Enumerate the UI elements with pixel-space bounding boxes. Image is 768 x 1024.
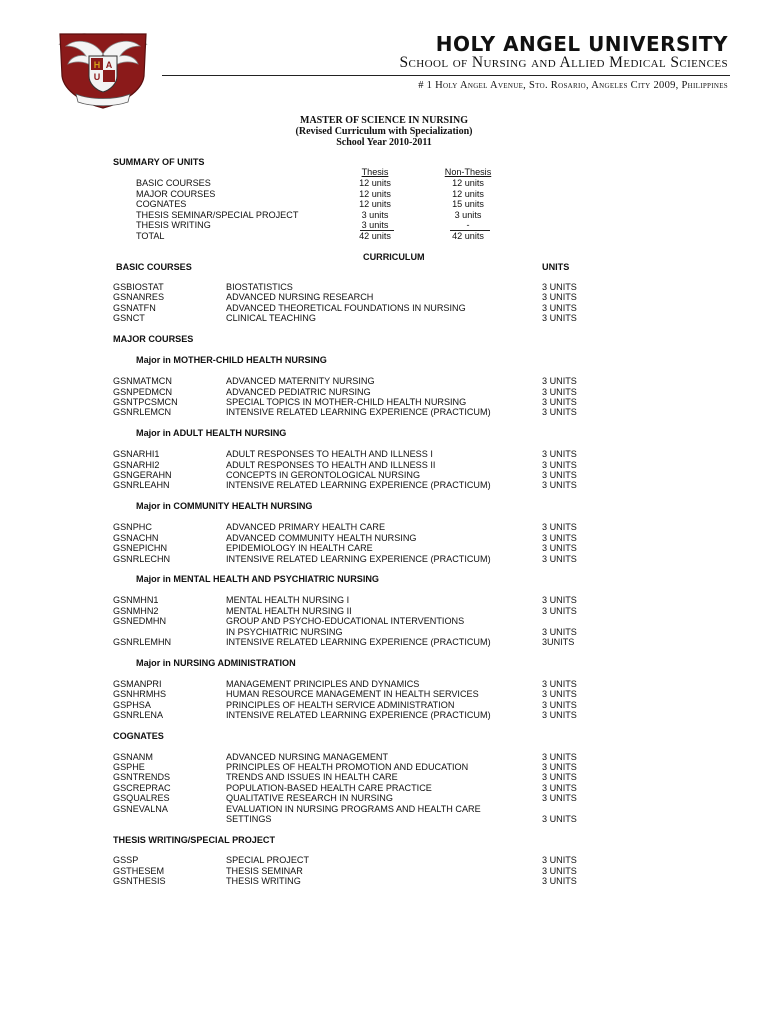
major-course-units: 3 UNITS xyxy=(542,396,577,407)
cognate-course-units: 3 UNITS xyxy=(542,813,577,824)
major-course-title: INTENSIVE RELATED LEARNING EXPERIENCE (PRACTICUM) xyxy=(226,407,491,418)
summary-row-thesis: 12 units xyxy=(359,178,391,188)
thesis-course-title: SPECIAL PROJECT xyxy=(226,855,310,866)
cognate-course-units: 3 UNITS xyxy=(542,772,577,783)
cognate-course-code: GSPHE xyxy=(113,761,145,772)
major-course-title: INTENSIVE RELATED LEARNING EXPERIENCE (PRACTICUM) xyxy=(226,637,491,647)
major-course-units: 3 UNITS xyxy=(542,376,577,387)
basic-course-units: 3 UNITS xyxy=(542,282,577,292)
basic-course-code: GSNANRES xyxy=(113,292,165,303)
major-course-code: GSNHRMHS xyxy=(113,689,167,700)
major-course-code: GSNARHI1 xyxy=(113,449,160,460)
summary-row-non-thesis: - xyxy=(466,220,470,230)
cognate-course-units: 3 UNITS xyxy=(542,782,577,793)
summary-row-label: COGNATES xyxy=(136,199,187,209)
major-course-units: 3 UNITS xyxy=(542,532,577,543)
thesis-course-units: 3 UNITS xyxy=(542,855,577,866)
major-course-code: GSNPEDMCN xyxy=(113,386,173,397)
logo-letter-u: U xyxy=(93,72,101,82)
major-course-units: 3 UNITS xyxy=(542,543,577,554)
major-course-title: MENTAL HEALTH NURSING I xyxy=(226,595,350,606)
summary-total-rule xyxy=(360,230,394,231)
major-course-title: CONCEPTS IN GERONTOLOGICAL NURSING xyxy=(226,470,421,480)
major-course-units: 3 UNITS xyxy=(542,678,577,689)
major-course-code: GSNARHI2 xyxy=(113,459,160,470)
major-course-code: GSNEDMHN xyxy=(113,616,167,627)
major-courses-heading: MAJOR COURSES xyxy=(113,334,194,345)
major-course-title: GROUP AND PSYCHO-EDUCATIONAL INTERVENTIONS xyxy=(226,616,465,627)
basic-courses-heading: BASIC COURSES xyxy=(116,262,192,272)
major-course-code: GSPHSA xyxy=(113,699,151,710)
major-course-code: GSNRLEMCN xyxy=(113,407,172,418)
basic-course-title: CLINICAL TEACHING xyxy=(226,313,316,324)
cognate-course-code: GSNANM xyxy=(113,751,153,762)
major-course-code: GSNRLECHN xyxy=(113,553,171,564)
major-course-title: ADULT RESPONSES TO HEALTH AND ILLNESS I xyxy=(226,449,433,460)
major-course-title: INTENSIVE RELATED LEARNING EXPERIENCE (PRACTICUM) xyxy=(226,710,491,721)
cognate-course-title: POPULATION-BASED HEALTH CARE PRACTICE xyxy=(226,782,432,793)
summary-row-label: THESIS SEMINAR/SPECIAL PROJECT xyxy=(136,209,299,220)
basic-course-code: GSNATFN xyxy=(113,302,156,313)
cognate-course-units: 3 UNITS xyxy=(542,751,577,762)
summary-row-label: THESIS WRITING xyxy=(136,220,211,230)
major-heading: Major in ADULT HEALTH NURSING xyxy=(136,428,287,439)
major-course-units: 3 UNITS xyxy=(542,689,577,700)
major-course-code: GSNTPCSMCN xyxy=(113,396,178,407)
major-heading: Major in NURSING ADMINISTRATION xyxy=(136,657,296,668)
thesis-course-units: 3 UNITS xyxy=(542,865,577,876)
major-course-units: 3 UNITS xyxy=(542,449,577,460)
basic-course-code: GSBIOSTAT xyxy=(113,282,164,292)
summary-row-thesis: 12 units xyxy=(359,188,391,199)
major-course-code: GSNACHN xyxy=(113,532,159,543)
summary-row-non-thesis: 42 units xyxy=(452,230,484,241)
summary-col-non-thesis: Non-Thesis xyxy=(444,167,492,177)
title-line-1: MASTER OF SCIENCE IN NURSING xyxy=(300,115,468,126)
major-course-title: HUMAN RESOURCE MANAGEMENT IN HEALTH SERVICES xyxy=(226,689,479,700)
major-course-title: SPECIAL TOPICS IN MOTHER-CHILD HEALTH NURSING xyxy=(226,396,467,407)
major-course-units: 3 UNITS xyxy=(542,459,577,470)
title-line-3: School Year 2010-2011 xyxy=(336,137,432,148)
major-course-title: MENTAL HEALTH NURSING II xyxy=(226,605,352,616)
cognate-course-title: QUALITATIVE RESEARCH IN NURSING xyxy=(226,793,393,804)
units-heading: UNITS xyxy=(542,262,570,272)
major-course-title: EPIDEMIOLOGY IN HEALTH CARE xyxy=(226,543,373,554)
basic-course-title: BIOSTATISTICS xyxy=(226,282,293,292)
major-course-units: 3 UNITS xyxy=(542,480,577,491)
major-course-title-cont: IN PSYCHIATRIC NURSING xyxy=(226,626,343,637)
document-title xyxy=(0,115,768,148)
cognate-course-title: TRENDS AND ISSUES IN HEALTH CARE xyxy=(226,772,398,783)
major-course-code: GSMANPRI xyxy=(113,678,162,689)
summary-row-thesis: 12 units xyxy=(359,199,391,209)
major-heading: Major in MOTHER-CHILD HEALTH NURSING xyxy=(136,355,327,366)
cognate-course-title: ADVANCED NURSING MANAGEMENT xyxy=(226,751,389,762)
major-course-title: INTENSIVE RELATED LEARNING EXPERIENCE (PRACTICUM) xyxy=(226,553,491,564)
cognate-course-title: EVALUATION IN NURSING PROGRAMS AND HEALTH CARE xyxy=(226,803,481,814)
major-course-title: ADVANCED COMMUNITY HEALTH NURSING xyxy=(226,532,417,543)
thesis-course-code: GSNTHESIS xyxy=(113,876,166,887)
major-course-units: 3 UNITS xyxy=(542,626,577,637)
thesis-course-units: 3 UNITS xyxy=(542,876,577,887)
thesis-heading: THESIS WRITING/SPECIAL PROJECT xyxy=(113,834,276,845)
cognates-heading: COGNATES xyxy=(113,731,164,741)
major-course-title: MANAGEMENT PRINCIPLES AND DYNAMICS xyxy=(226,678,420,689)
logo-letter-h: H xyxy=(93,60,101,70)
basic-course-units: 3 UNITS xyxy=(542,313,577,324)
cognate-course-code: GSNTRENDS xyxy=(113,772,171,783)
major-course-code: GSNMHN2 xyxy=(113,605,159,616)
summary-row-thesis: 3 units xyxy=(361,209,389,220)
thesis-course-code: GSTHESEM xyxy=(113,865,165,876)
major-course-units: 3 UNITS xyxy=(542,386,577,397)
major-course-code: GSNMHN1 xyxy=(113,595,159,606)
school-name: School of Nursing and Allied Medical Sciences xyxy=(399,54,728,71)
major-course-title: INTENSIVE RELATED LEARNING EXPERIENCE (PRACTICUM) xyxy=(226,480,491,491)
summary-heading: SUMMARY OF UNITS xyxy=(113,157,205,167)
major-course-code: GSNRLENA xyxy=(113,710,164,721)
summary-row-thesis: 3 units xyxy=(361,220,389,230)
major-heading: Major in COMMUNITY HEALTH NURSING xyxy=(136,501,313,512)
summary-row-non-thesis: 3 units xyxy=(454,209,482,220)
curriculum-heading: CURRICULUM xyxy=(363,252,425,262)
title-line-2: (Revised Curriculum with Specialization) xyxy=(295,126,473,137)
major-course-units: 3 UNITS xyxy=(542,595,577,606)
major-course-code: GSNMATMCN xyxy=(113,376,172,387)
major-course-title: ADVANCED PRIMARY HEALTH CARE xyxy=(226,522,386,533)
thesis-course-title: THESIS WRITING xyxy=(226,876,301,887)
cognate-course-code: GSNEVALNA xyxy=(113,803,168,814)
cognate-course-units: 3 UNITS xyxy=(542,793,577,804)
summary-row-label: TOTAL xyxy=(136,230,165,241)
summary-row-non-thesis: 12 units xyxy=(452,188,484,199)
cognate-course-code: GSCREPRAC xyxy=(113,782,171,793)
major-course-units: 3UNITS xyxy=(542,637,575,647)
basic-course-units: 3 UNITS xyxy=(542,292,577,303)
major-heading: Major in MENTAL HEALTH AND PSYCHIATRIC NURSING xyxy=(136,574,380,585)
major-course-units: 3 UNITS xyxy=(542,605,577,616)
major-course-title: ADULT RESPONSES TO HEALTH AND ILLNESS II xyxy=(226,459,436,470)
summary-total-rule xyxy=(450,230,490,231)
thesis-course-code: GSSP xyxy=(113,855,139,866)
university-name: HOLY ANGEL UNIVERSITY xyxy=(435,32,728,56)
major-course-title: ADVANCED MATERNITY NURSING xyxy=(226,376,375,387)
university-logo xyxy=(56,28,150,110)
basic-course-code: GSNCT xyxy=(113,313,145,324)
header-rule xyxy=(162,75,730,76)
major-course-units: 3 UNITS xyxy=(542,470,577,480)
major-course-code: GSNRLEMHN xyxy=(113,637,172,647)
summary-row-thesis: 42 units xyxy=(359,230,391,241)
major-course-units: 3 UNITS xyxy=(542,710,577,721)
major-course-title: ADVANCED PEDIATRIC NURSING xyxy=(226,386,371,397)
summary-col-thesis: Thesis xyxy=(361,167,389,177)
thesis-course-title: THESIS SEMINAR xyxy=(226,865,303,876)
basic-course-title: ADVANCED THEORETICAL FOUNDATIONS IN NURSING xyxy=(226,302,466,313)
summary-row-label: MAJOR COURSES xyxy=(136,188,216,199)
university-address: # 1 Holy Angel Avenue, Sto. Rosario, Angeles City 2009, Philippines xyxy=(418,80,728,91)
cognate-course-units: 3 UNITS xyxy=(542,761,577,772)
cognate-course-title-cont: SETTINGS xyxy=(226,813,272,824)
major-course-code: GSNGERAHN xyxy=(113,470,172,480)
basic-course-title: ADVANCED NURSING RESEARCH xyxy=(226,292,374,303)
major-course-code: GSNPHC xyxy=(113,522,152,533)
major-course-units: 3 UNITS xyxy=(542,699,577,710)
major-course-units: 3 UNITS xyxy=(542,522,577,533)
major-course-title: PRINCIPLES OF HEALTH SERVICE ADMINISTRATION xyxy=(226,699,455,710)
summary-row-label: BASIC COURSES xyxy=(136,178,211,188)
summary-row-non-thesis: 12 units xyxy=(452,178,484,188)
summary-row-non-thesis: 15 units xyxy=(452,199,484,209)
logo-letter-a: A xyxy=(105,60,113,70)
cognate-course-title: PRINCIPLES OF HEALTH PROMOTION AND EDUCATION xyxy=(226,761,469,772)
major-course-code: GSNEPICHN xyxy=(113,543,168,554)
basic-course-units: 3 UNITS xyxy=(542,302,577,313)
cognate-course-code: GSQUALRES xyxy=(113,793,170,804)
major-course-units: 3 UNITS xyxy=(542,553,577,564)
major-course-code: GSNRLEAHN xyxy=(113,480,170,491)
major-course-units: 3 UNITS xyxy=(542,407,577,418)
